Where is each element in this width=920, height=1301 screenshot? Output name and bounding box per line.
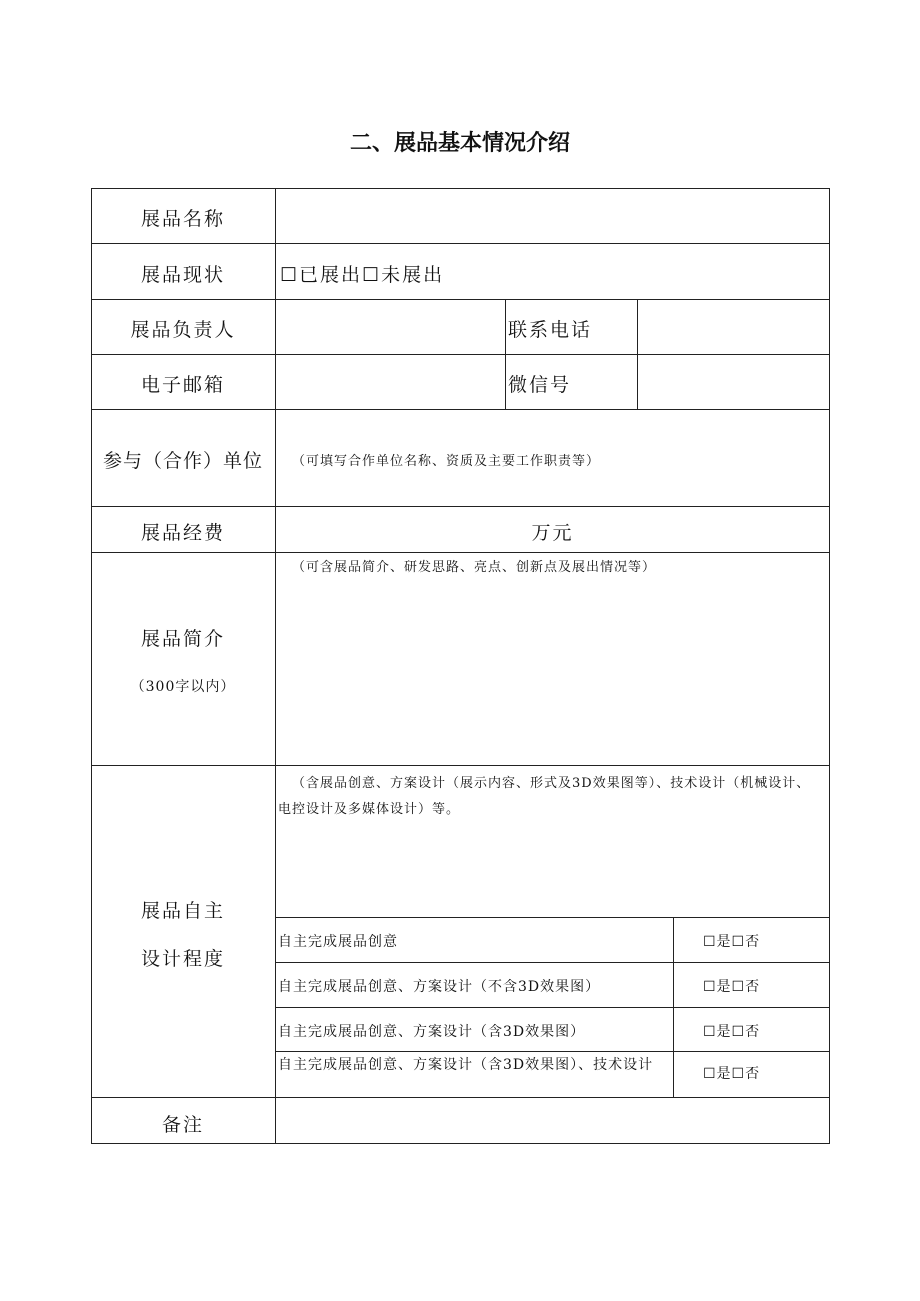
- design-item-choice[interactable]: ☐是☐否: [703, 1024, 761, 1040]
- label-exhibit-status: 展品现状: [140, 264, 225, 286]
- label-remark: 备注: [161, 1114, 204, 1136]
- page-title: 二、展品基本情况介绍: [349, 131, 570, 156]
- label-phone: 联系电话: [508, 319, 593, 341]
- design-item-choice[interactable]: ☐是☐否: [703, 1066, 761, 1082]
- phone-field[interactable]: [638, 300, 829, 354]
- design-item-text: 自主完成展品创意: [278, 934, 398, 950]
- label-design-2: 设计程度: [140, 948, 225, 970]
- design-item-choice[interactable]: ☐是☐否: [703, 979, 761, 995]
- email-field[interactable]: [276, 355, 505, 409]
- label-email: 电子邮箱: [140, 374, 225, 396]
- partner-hint[interactable]: （可填写合作单位名称、资质及主要工作职责等）: [292, 454, 601, 469]
- exhibit-status-checkboxes[interactable]: ☐已展出☐未展出: [280, 264, 445, 286]
- owner-field[interactable]: [276, 300, 505, 354]
- design-item-text: 自主完成展品创意、方案设计（不含3D效果图）: [278, 979, 601, 995]
- label-owner: 展品负责人: [130, 319, 236, 341]
- design-item-text: 自主完成展品创意、方案设计（含3D效果图）: [278, 1024, 586, 1040]
- wechat-field[interactable]: [638, 355, 829, 409]
- label-budget: 展品经费: [140, 522, 225, 544]
- budget-unit[interactable]: 万元: [531, 522, 574, 544]
- remark-field[interactable]: [276, 1098, 829, 1143]
- design-hint[interactable]: （含展品创意、方案设计（展示内容、形式及3D效果图等）、技术设计（机械设计、电控设计及多媒体设计）等。: [278, 776, 811, 817]
- label-exhibit-name: 展品名称: [140, 208, 225, 230]
- intro-hint[interactable]: （可含展品简介、研发思路、亮点、创新点及展出情况等）: [292, 560, 657, 575]
- label-partner: 参与（合作）单位: [102, 450, 263, 472]
- label-intro: 展品简介: [140, 628, 225, 650]
- exhibit-name-field[interactable]: [276, 189, 829, 243]
- design-item-text: 自主完成展品创意、方案设计（含3D效果图）、技术设计: [278, 1057, 654, 1073]
- label-design-1: 展品自主: [140, 900, 225, 922]
- intro-limit: （300字以内）: [130, 679, 236, 695]
- label-wechat: 微信号: [508, 374, 572, 396]
- design-item-choice[interactable]: ☐是☐否: [703, 934, 761, 950]
